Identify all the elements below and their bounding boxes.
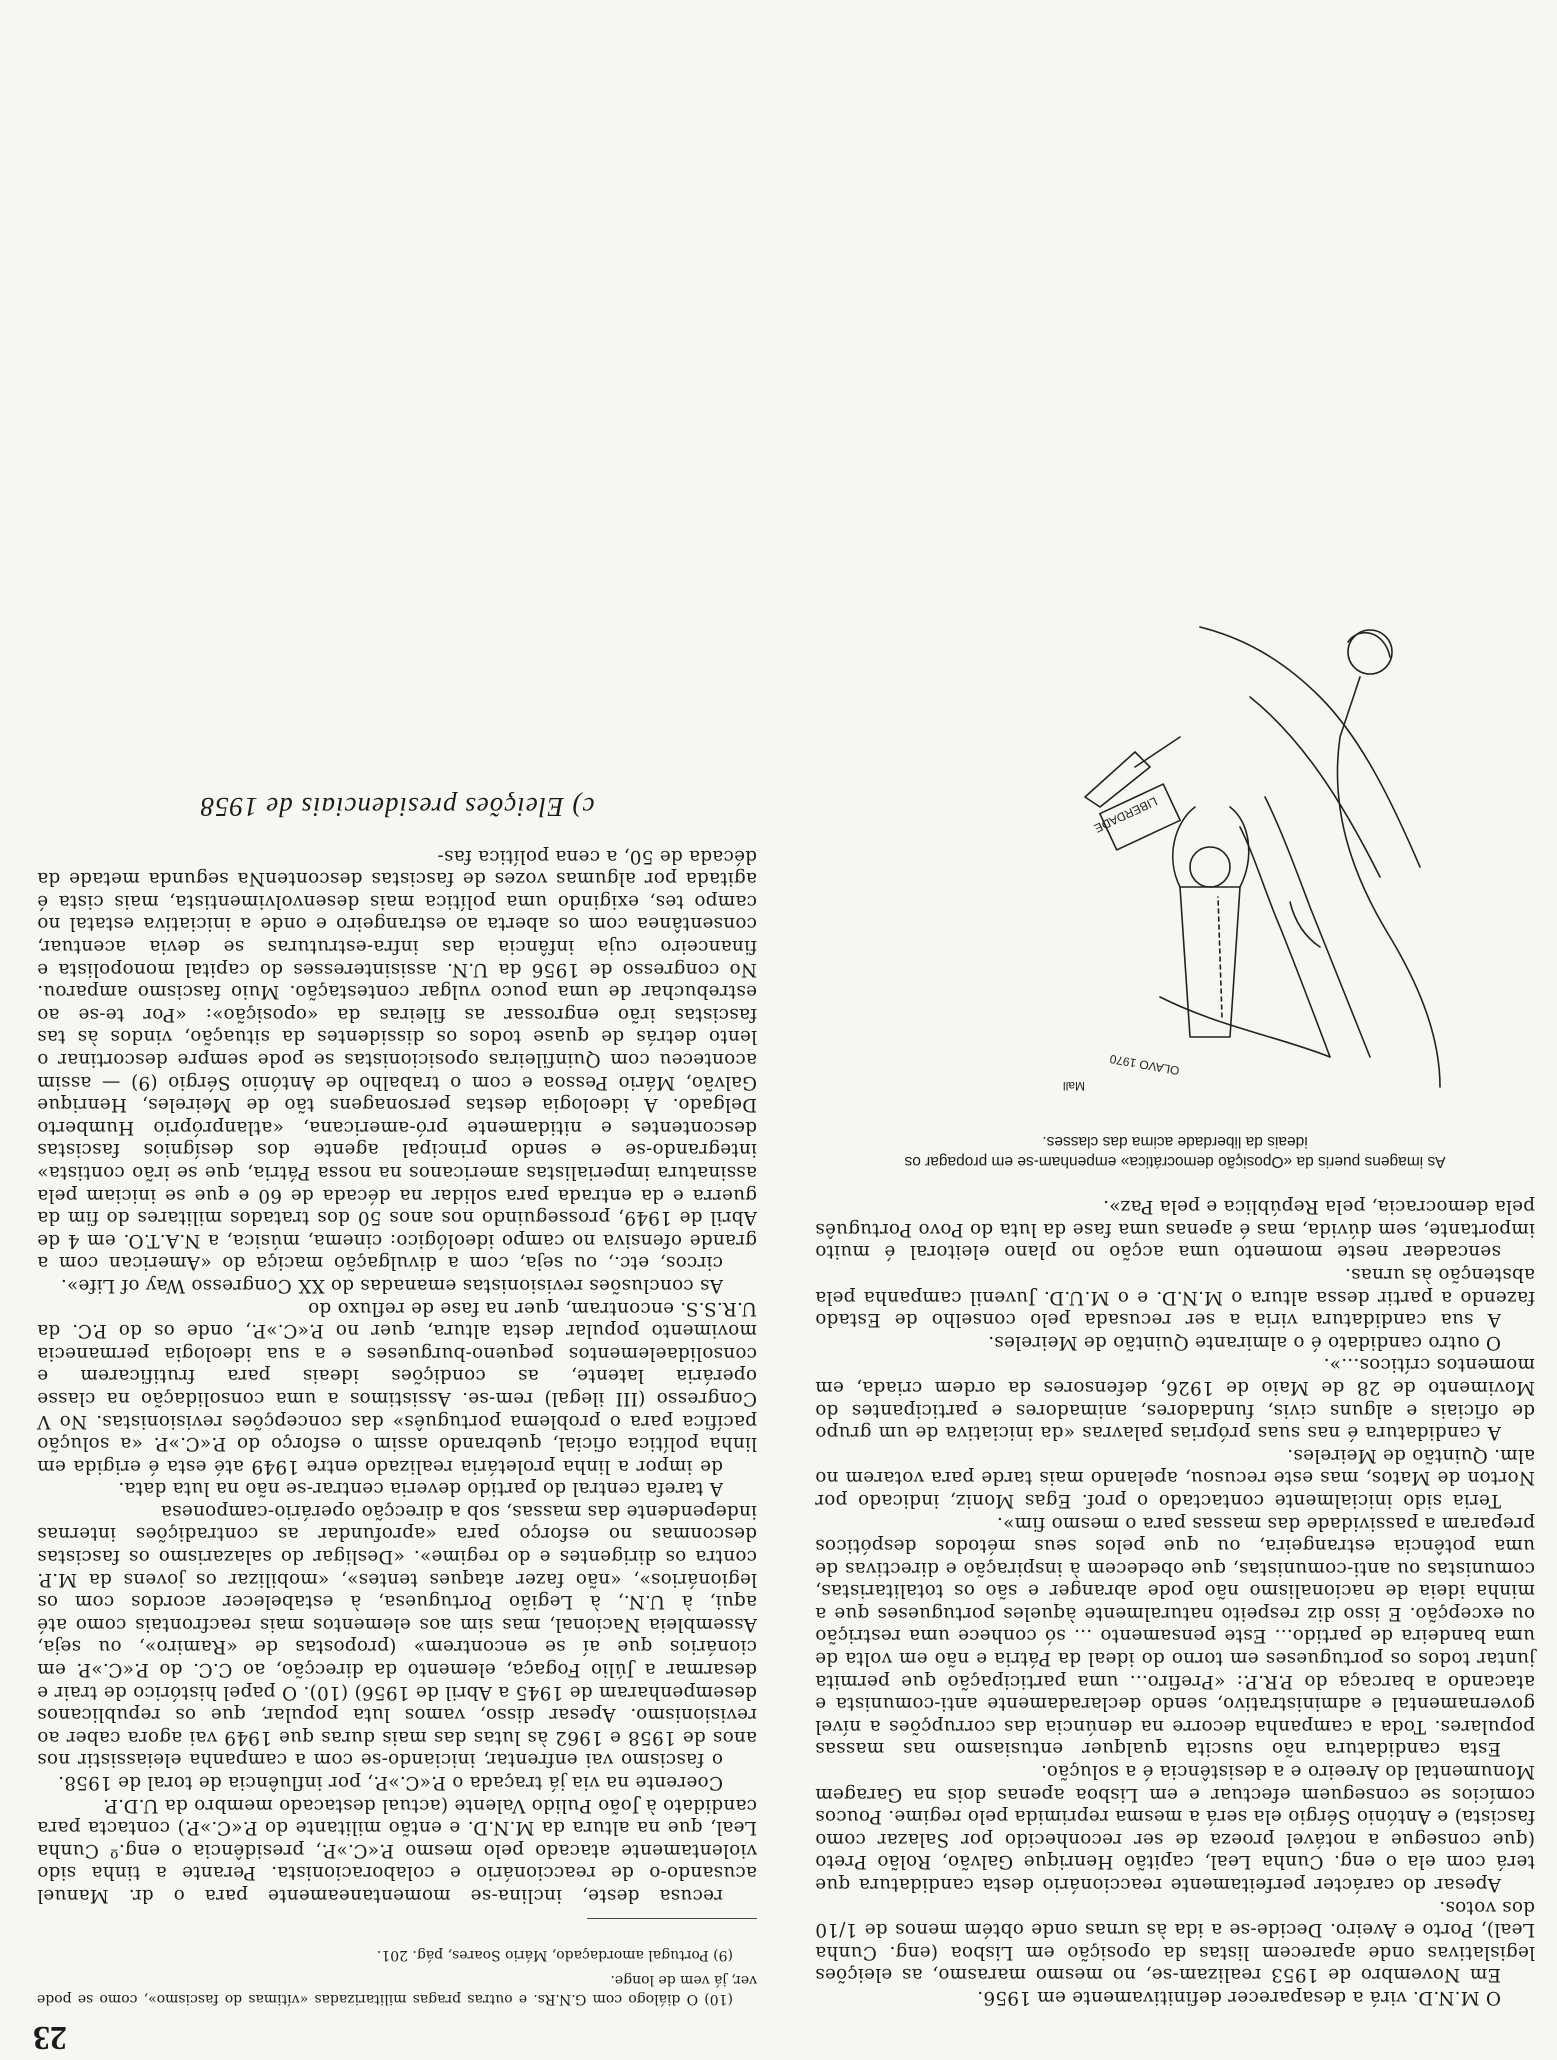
body-paragraph: A tarefa central do partido deveria centrar-se não na luta data. xyxy=(118,1478,723,1500)
right-column xyxy=(37,765,757,2008)
footnote-rule xyxy=(587,1918,757,1919)
page-number: 23 xyxy=(33,2019,67,2056)
figure-dress xyxy=(1180,887,1240,1037)
footnote-10: (10) O diálogo com G.N.Rs. e outras pragas militarizadas «vítimas do fascismo», como se pode ver, já vem de longe. xyxy=(37,1972,757,2007)
figure-head xyxy=(1190,847,1230,887)
body-paragraph: sencadear neste momento uma acção no plano eleitoral é muito importante, sem dúvida, mas é apenas uma fase da luta do Povo Português pela democracia, pela República e pela Paz». xyxy=(815,1196,1535,1263)
body-paragraph: recusa deste, inclina-se momentaneamente para o dr. Manuel acusando-o de reaccionário e colaboracionista. Perante a tinha sido violentamente atacado pelo mesmo P.«C.»P., presidência o eng.º Cunha Leal, que na altura da M.N.D. e então militante do P.«C.»P.) contacta para candidato à João Pulido Valente (actual destacado membro da U.D.P. xyxy=(37,1794,757,1906)
rifle-drawing xyxy=(1085,752,1150,807)
body-paragraph: Coerente na via já traçada o P.«C.»P., por influência de toral de 1958. xyxy=(57,1772,723,1794)
cartoon-caption: As imagens pueris da «Oposição democrática» empenham-se em propagar os ideais da liberdade acima das classes. xyxy=(904,1132,1446,1170)
figure-body xyxy=(1250,697,1380,877)
section-title: c) Eleições presidenciais de 1958 xyxy=(199,792,595,823)
figure-arm xyxy=(1230,807,1249,887)
figure-detail xyxy=(1348,632,1390,656)
figure-detail xyxy=(1290,902,1320,947)
left-column xyxy=(815,597,1535,2008)
body-paragraph: circos, etc., ou seja, com a divulgação maciça do «American com a grande ofensiva no campo ideológico: cinema, música, a N.A.T.O. em 4 de Abril de 1949, prosseguindo nos anos 50 dos tratados militares do fim da guerra e da entrada para solidar na década de 60 e que se iniciam pela assinatura imperialistas americanos na nossa Pátria, que se irão contista» integrando-se e sendo principal agente dos desígnios fascistas descontentes e nitidamente pró-americana, «atlanpróprio Humberto Delgado. A ideologia destas personagens tão de Meireles, Henrique Galvão, Mário Pessoa e com o trabalho de António Sérgio (9) — assim aconteceu com Quinfileiras oposicionistas se pode sempre descortinar o lento detrás de quase todos os dissidentes da situação, vindos às tas fascistas irão engrossar as fileiras da «oposição»: «Por te-se ao estrebuchar de uma pouco vulgar contestação. Muio fascismo amparou. No congresso de 1956 da U.N. assisinteresses do capital monopolista e financeiro cuja infância das infra-estruturas se devia acentuar, consentânea com os aberta ao estrangeiro e onde a iniciativa estatal no campo tes, exigindo uma política mais desenvolvimentista, mais cista é agitada por algumas vozes de fascistas descontenNa segunda metade da década de 50, a cena política fas- xyxy=(37,845,757,1274)
corner-mark: Mall xyxy=(1062,1078,1085,1093)
figure-body xyxy=(1240,827,1330,1057)
artist-signature: OLAVO 1970 xyxy=(1108,1051,1181,1078)
footnote-9: (9) Portugal amordaçado, Mário Soares, pág. 201. xyxy=(376,1947,733,1963)
body-paragraph: A sua candidatura viria a ser recusada pelo conselho de Estado fazendo a partir dessa altura o M.N.D. e o M.U.D. Juvenil campanha pela abstenção às urnas. xyxy=(815,1264,1535,1331)
body-paragraph: As conclusões revisionistas emanadas do XX Congresso Way of Life». xyxy=(60,1274,723,1296)
body-paragraph: Em Novembro de 1953 realizam-se, no mesmo marasmo, as eleições legislativas onde aparecem listas da oposição em Lisboa (eng. Cunha Leal), Porto e Aveiro. Decide-se a ida às urnas onde obtém menos de 1/10 dos votos. xyxy=(815,1896,1535,1986)
ground-line xyxy=(1160,997,1330,1057)
figure-body xyxy=(1200,627,1420,867)
sign-text: LIBERDADE xyxy=(1091,793,1160,836)
body-paragraph: Teria sido inicialmente contactado o prof. Egas Moniz, indicado por Norton de Matos, mas este recusou, apelando mais tarde para votarem no alm. Quintão de Meireles. xyxy=(815,1444,1535,1511)
body-paragraph: O M.N.D. virá a desaparecer definitivamente em 1956. xyxy=(977,1987,1501,2008)
cartoon-illustration xyxy=(1050,597,1480,1097)
body-paragraph: de impor a linha proletária realizado entre 1949 até esta é erigida em linha política oficial, quebrando assim o esforço do P.«C.»P. «a solução pacífica para o problema português» das concepções revisionistas. No V Congresso (III ilegal) rem-se. Assistimos a uma consolidação na classe operária latente, as condições ideais para frutificarem e consolidaelementos pequeno-burgueses e a sua ideologia permanecia movimento popular desta altura, quer no P.«C.»P., onde os do P.C. da U.R.S.S. encontram, quer na fase de refluxo do xyxy=(37,1297,757,1477)
body-paragraph: Esta candidatura não suscita qualquer entusiasmo nas massas populares. Toda a campanha decorre na denúncia das corrupções a nível governamental e administrativo, sendo declaradamente anti-comunista e atacando a barcaça do P.R.P.: «Prefiro... uma participação que permita juntar todos os portugueses em torno do ideal da Pátria e não em volta de uma bandeira de partido... Este pensamento ... só conhece uma restrição ou excepção. E isso diz respeito naturalmente àqueles portugueses que a minha ideia de nacionalismo não pode abranger e são os totalitaristas, comunistas ou anti-comunistas, que obedecem à inspiração e directivas de uma potência estrangeira, ou que pelos seus métodos despóticos preparam a passividade das massas para o mesmo fim». xyxy=(815,1512,1535,1760)
body-paragraph: o fascismo vai enfrentar, iniciando-se com a campanha eleiassistir nos anos de 1958 e 1962 às lutas das mais duras que 1949 vai agora caber ao revisionismo. Apesar disso, vamos luta popular, que os republicanos desempenharam de 1945 a Abril de 1956) (10). O papel histórico de trair e desarmar a Júlio Fogaça, elemento da direcção, ao C.C. do P.«C.»P. em cionários que aí se encontrem» (propostas de «Ramiro», ou seja, Assembleia Nacional, mas sim aos elementos mais reacfrontais como até aqui, à U.N., à Legião Portuguesa, à estabelecer acordos com os legionários», «não fazer ataques tentes», «mobilizar os jovens da M.P. contra os dirigentes e do regime». «Desligar do salazarismo os fascistas desconmas no esforço para «aprofundar as contradições internas independente das massas, sob a direcção operário-camponesa xyxy=(37,1500,757,1771)
figure-detail xyxy=(1218,897,1222,1017)
body-paragraph: A candidatura é nas suas próprias palavras «da iniciativa de um grupo de oficiais e alguns civis, fundadores, animadores e participantes do Movimento de 28 de Maio de 1926, defensores da ordem criada, em momentos críticos...». xyxy=(815,1354,1535,1444)
rifle-drawing xyxy=(1135,737,1180,767)
body-paragraph: O outro candidato é o almirante Quintão de Meireles. xyxy=(987,1331,1501,1353)
body-paragraph: Apesar do carácter perfeitamente reaccionário desta candidatura que terá com ela o eng. Cunha Leal, capitão Henrique Galvão, Rolão Preto (que consegue a notável proeza de ser reconhecido por Salazar como fascista) e António Sérgio ela será a mesma reprimida pelo regime. Poucos comícios se conseguem efectuar e em Lisboa apenas dois na Garagem Monumental do Areeiro e a desistência é a solução. xyxy=(815,1761,1535,1896)
